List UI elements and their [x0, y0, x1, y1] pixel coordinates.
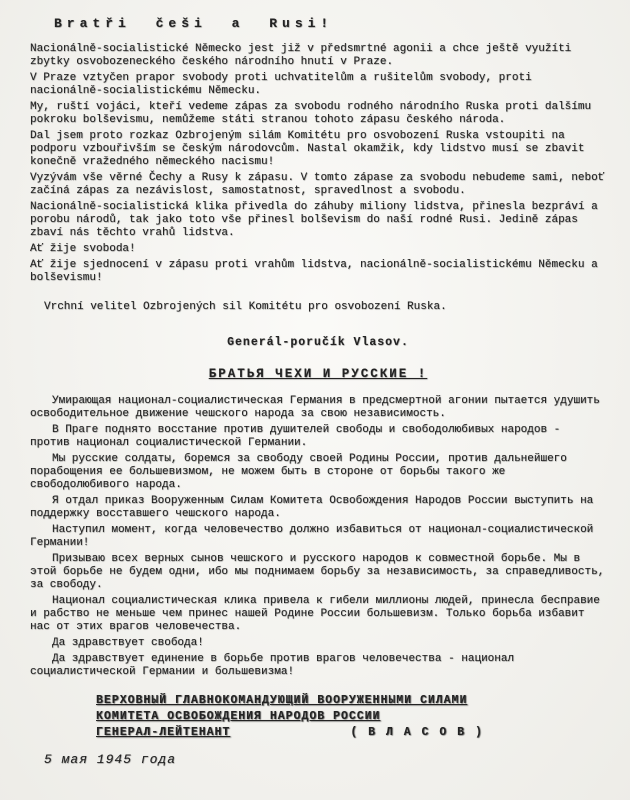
czech-paragraph: V Praze vztyčen prapor svobody proti uchvatitelům a rušitelům svobody, proti nacionálně-socialistickému Německu.	[30, 72, 532, 97]
russian-paragraph: Я отдал приказ Вооруженным Силам Комитета Освобождения Народов России выступить на поддержку восставшего чешского народа.	[30, 495, 594, 520]
czech-paragraph: Dal jsem proto rozkaz Ozbrojeným silám Komitétu pro osvobození Ruska vstoupiti na podporu vzbouřivším se českým národovcům. Nastal okamžik, kdy lidstvo musí se zbavit konečně vražedného německého nacismu!	[30, 130, 585, 168]
czech-body	[30, 43, 606, 285]
russian-paragraph: Национал социалистическая клика привела к гибели миллионы людей, принесла бесправие и рабство не меньше чем принес нашей Родине России большевизм. Только борьба избавит нас от этих врагов человечества.	[30, 595, 600, 633]
russian-paragraph: Да здравствует единение в борьбе против врагов человечества - национал социалистической Германии и большевизма!	[30, 653, 515, 678]
czech-commander-line: Vrchní velitel Ozbrojených sil Komitétu pro osvobození Ruska.	[44, 301, 447, 313]
czech-paragraph: Ať žije svoboda!	[30, 243, 136, 255]
russian-paragraph: Да здравствует свобода!	[52, 637, 204, 649]
russian-title: БРАТЬЯ ЧЕХИ И РУССКИЕ !	[208, 367, 428, 381]
czech-paragraph: Nacionálně-socialistické Německo jest již v předsmrtné agonii a chce ještě využíti zbytky osvobozeneckého českého národního hnutí v Praze.	[30, 43, 572, 68]
russian-paragraph: Мы русские солдаты, боремся за свободу своей Родины России, против дальнейшего порабощения ее большевизмом, не можем быть в стороне от борьбы такого же свободолюбивого народа.	[30, 453, 567, 491]
czech-paragraph: My, ruští vojáci, kteří vedeme zápas za svobodu rodného národního Ruska proti dalšímu pokroku bolševismu, nemůžeme státi stranou tohoto zápasu českého národa.	[30, 101, 592, 126]
russian-paragraph: В Праге поднято восстание против душителей свободы и свободолюбивых народов - против национал социалистической Германии.	[30, 424, 561, 449]
russian-paragraph: Призываю всех верных сынов чешского и русского народов к совместной борьбе. Мы в этой борьбе не будем одни, ибо мы поднимаем борьбу за независимость, за справедливость, за свободу.	[30, 553, 605, 591]
czech-signature: Generál-poručík Vlasov.	[227, 336, 409, 349]
czech-paragraph: Vyzývám vše věrné Čechy a Rusy k zápasu. V tomto zápase za svobodu nebudeme sami, neboť začíná zápas za nezávislost, samostatnost, spravedlnost a svobodu.	[30, 172, 605, 197]
document-date: 5 мая 1945 года	[44, 752, 177, 767]
signature-rank-row	[96, 725, 606, 740]
czech-paragraph: Ať žije sjednocení v zápasu proti vrahům lidstva, nacionálně-socialistickému Německu a bolševismu!	[30, 259, 598, 284]
russian-paragraph: Умирающая национал-социалистическая Германия в предсмертной агонии пытается удушить освободительное движение чешского народа за свою независимость.	[30, 395, 600, 420]
signature-name: ( В Л А С О В )	[350, 726, 484, 739]
russian-body	[30, 395, 606, 679]
russian-signature-block	[96, 693, 606, 740]
signature-rank: ГЕНЕРАЛ-ЛЕЙТЕНАНТ	[96, 726, 231, 739]
czech-title: Bratři češi a Rusi!	[54, 16, 334, 31]
signature-line-1: ВЕРХОВНЫЙ ГЛАВНОКОМАНДУЮЩИЙ ВООРУЖЕННЫМИ СИЛАМИ	[96, 694, 468, 707]
russian-paragraph: Наступил момент, когда человечество должно избавиться от национал-социалистической Германии!	[30, 524, 594, 549]
signature-line-2: КОМИТЕТА ОСВОБОЖДЕНИЯ НАРОДОВ РОССИИ	[96, 710, 381, 723]
czech-paragraph: Nacionálně-socialistická klika přivedla do záhuby miliony lidstva, přinesla bezpráví a porobu národů, tak jako toto vše přinesl bolševism do naší rodné Rusi. Jedině zápas zbaví nás těchto vrahů lidstva.	[30, 201, 598, 239]
